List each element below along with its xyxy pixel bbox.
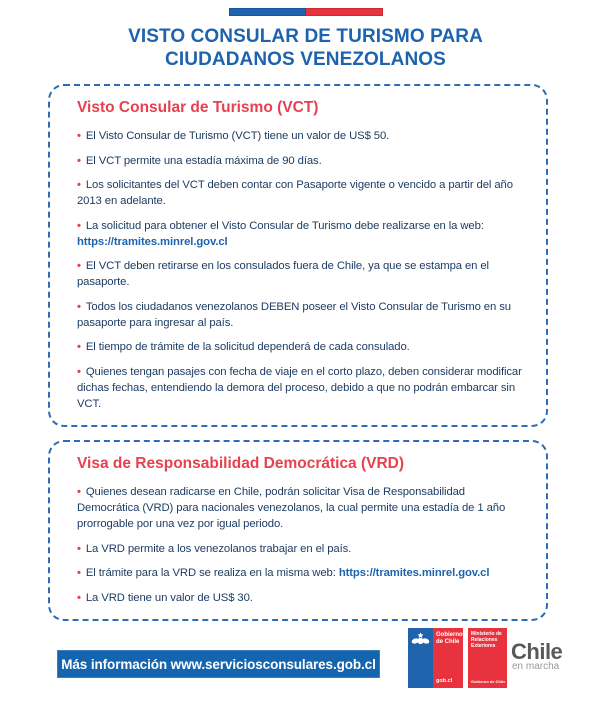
bullet-text: El Visto Consular de Turismo (VCT) tiene un valor de US$ 50.	[85, 130, 390, 142]
bullet-marker: •	[77, 567, 81, 579]
brand-en-marcha: en marcha	[512, 661, 560, 672]
bullet-item	[77, 565, 530, 581]
bullet-marker: •	[77, 542, 81, 555]
bullet-text: La VRD tiene un valor de US$ 30.	[85, 591, 253, 604]
ministry-logo-gobierno: Gobierno de Chile	[471, 679, 505, 684]
bullet-item	[77, 299, 530, 331]
page-title	[0, 25, 611, 71]
bullet-item	[77, 177, 530, 209]
bullet-item	[77, 218, 530, 250]
tramites-minrel-link[interactable]: https://tramites.minrel.gov.cl	[77, 235, 228, 248]
bullet-marker: •	[77, 365, 81, 378]
bullet-marker: •	[77, 486, 81, 498]
bullet-item	[77, 541, 530, 557]
gobierno-logo-red-panel	[433, 628, 463, 688]
page-title-line2: CIUDADANOS VENEZOLANOS	[165, 49, 446, 70]
flag-red-segment	[306, 8, 383, 16]
ministry-logo-name: Ministerio de Relaciones Exteriores	[471, 631, 502, 649]
bullet-marker: •	[77, 591, 81, 604]
bullet-text: El VCT deben retirarse en los consulados fuera de Chile, ya que se estampa en el pasaporte.	[77, 260, 489, 288]
bullet-item	[77, 128, 530, 144]
brand-chile: Chile	[511, 639, 563, 664]
bullet-item	[77, 153, 530, 169]
bullet-item	[77, 339, 530, 355]
tramites-minrel-link[interactable]: https://tramites.minrel.gov.cl	[338, 567, 490, 579]
section-vrd	[48, 440, 548, 621]
bullet-marker: •	[77, 260, 81, 272]
bullet-text: Los solicitantes del VCT deben contar con Pasaporte vigente o vencido a partir del año 2013 en adelante.	[77, 179, 513, 207]
bullet-marker: •	[77, 219, 81, 232]
bullet-marker: •	[77, 341, 81, 353]
gobierno-logo-blue-panel	[408, 628, 433, 688]
bullet-item	[77, 364, 530, 412]
bullet-marker: •	[77, 179, 81, 191]
bullet-text: Todos los ciudadanos venezolanos DEBEN poseer el Visto Consular de Turismo en su pasaporte para ingresar al país.	[77, 300, 511, 329]
bullet-text: El trámite para la VRD se realiza en la misma web:	[85, 567, 339, 579]
bullet-text: Quienes tengan pasajes con fecha de viaje en el corto plazo, deben considerar modificar dichas fechas, entendiendo la demora del proceso, debido a que no podrán embarcar sin VCT.	[77, 365, 522, 410]
flag-blue-segment	[229, 8, 306, 16]
bullet-text: Quienes desean radicarse en Chile, podrán solicitar Visa de Responsabilidad Democrática (VRD) para nacionales venezolanos, la cual permite una estadía de 1 año prorrogable por una vez por igual periodo.	[77, 486, 506, 530]
bullet-text: La solicitud para obtener el Visto Consular de Turismo debe realizarse en la web:	[85, 219, 484, 232]
chile-flag-bar	[229, 8, 383, 16]
bullet-item	[77, 590, 530, 606]
gobierno-de-chile-logo	[408, 628, 463, 688]
ministerio-relaciones-exteriores-logo	[468, 628, 507, 688]
section-vct	[48, 84, 548, 427]
coat-of-arms-icon	[411, 632, 430, 688]
bullet-marker: •	[77, 154, 81, 167]
bullet-marker: •	[77, 300, 81, 313]
gobierno-logo-gobcl: gob.cl	[436, 678, 453, 684]
section-vct-heading: Visto Consular de Turismo (VCT)	[77, 99, 319, 116]
bullet-marker: •	[77, 130, 81, 142]
section-vrd-heading: Visa de Responsabilidad Democrática (VRD)	[77, 455, 405, 472]
chile-en-marcha-brand	[511, 641, 562, 672]
bullet-item	[77, 484, 530, 532]
bullet-text: La VRD permite a los venezolanos trabajar en el país.	[85, 542, 352, 555]
more-info-bar: Más información www.serviciosconsulares.gob.cl	[57, 650, 380, 678]
page-title-line1: VISTO CONSULAR DE TURISMO PARA	[128, 26, 483, 47]
bullet-text: El VCT permite una estadía máxima de 90 días.	[85, 154, 322, 167]
gobierno-logo-name: Gobierno de Chile	[436, 632, 463, 645]
bullet-item	[77, 258, 530, 290]
bullet-text: El tiempo de trámite de la solicitud dependerá de cada consulado.	[85, 341, 410, 353]
